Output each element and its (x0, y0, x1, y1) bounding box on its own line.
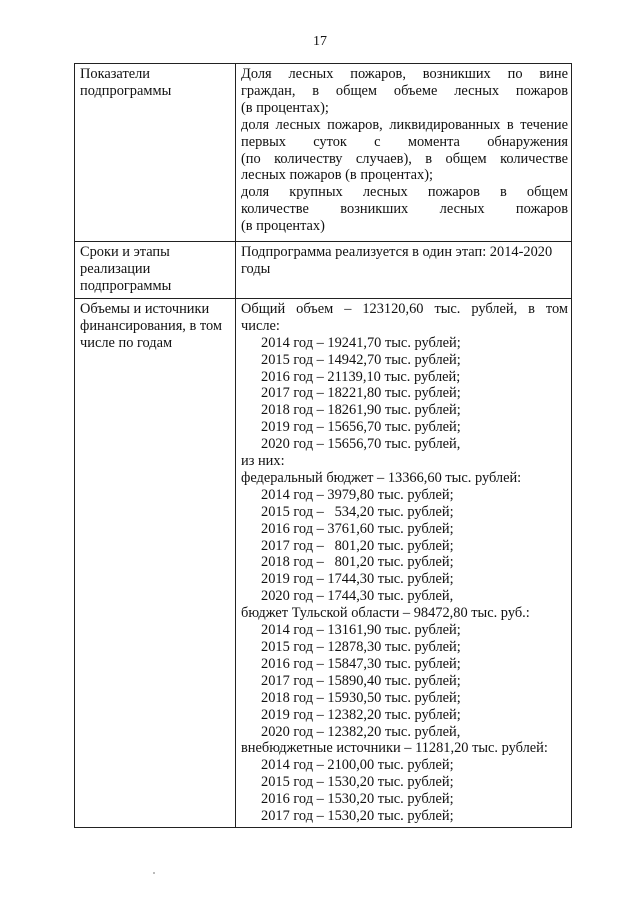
list-item: 2018 год – 15930,50 тыс. рублей; (261, 689, 461, 706)
list-item: 2015 год – 1530,20 тыс. рублей; (261, 774, 454, 791)
indicators-line: количестве возникших лесных пожаров (241, 201, 568, 218)
list-item: 2020 год – 15656,70 тыс. рублей, (261, 436, 461, 453)
table-row-stages (75, 242, 572, 299)
regional-years-list (241, 622, 568, 740)
list-item: 2014 год – 3979,80 тыс. рублей; (261, 486, 454, 503)
list-item: 2019 год – 12382,20 тыс. рублей; (261, 706, 461, 723)
list-item: 2020 год – 1744,30 тыс. рублей, (261, 588, 454, 605)
list-item: 2014 год – 13161,90 тыс. рублей; (261, 622, 461, 639)
indicators-line: граждан, в общем объеме лесных пожаров (241, 82, 568, 99)
indicators-line: (по количеству случаев), в общем количестве (241, 150, 568, 167)
list-item: 2016 год – 21139,10 тыс. рублей; (261, 368, 461, 385)
scan-dot (153, 872, 155, 874)
list-item: 2017 год – 801,20 тыс. рублей; (261, 537, 454, 554)
list-item: 2019 год – 15656,70 тыс. рублей; (261, 419, 461, 436)
regional-budget-header: бюджет Тульской области – 98472,80 тыс. руб.: (241, 605, 530, 622)
indicators-line: доля крупных лесных пожаров в общем (241, 184, 568, 201)
total-years-list (241, 335, 568, 453)
list-item: 2017 год – 1530,20 тыс. рублей; (261, 808, 454, 825)
list-item: 2015 год – 12878,30 тыс. рублей; (261, 639, 461, 655)
extrabudgetary-years-list (241, 757, 568, 825)
list-item: 2015 год – 534,20 тыс. рублей; (261, 503, 454, 520)
list-item: 2017 год – 15890,40 тыс. рублей; (261, 672, 461, 689)
list-item: 2014 год – 19241,70 тыс. рублей; (261, 334, 461, 351)
list-item: 2016 год – 3761,60 тыс. рублей; (261, 520, 454, 537)
page-number: 17 (313, 34, 327, 49)
financing-label: Объемы и источники финансирования, в том числе по годам (75, 298, 236, 827)
list-item: 2019 год – 1744,30 тыс. рублей; (261, 571, 454, 588)
indicators-line: первых суток с момента обнаружения (241, 133, 568, 150)
list-item: 2014 год – 2100,00 тыс. рублей; (261, 757, 454, 774)
list-item: 2018 год – 801,20 тыс. рублей; (261, 554, 454, 571)
list-item: 2016 год – 1530,20 тыс. рублей; (261, 791, 454, 808)
indicators-line: (в процентах); (241, 99, 329, 116)
indicators-line: доля лесных пожаров, ликвидированных в течение (241, 116, 568, 133)
table-row-indicators (75, 64, 572, 242)
list-item: 2020 год – 12382,20 тыс. рублей, (261, 723, 461, 740)
federal-budget-header: федеральный бюджет – 13366,60 тыс. рублей: (241, 469, 522, 486)
financing-total-line: Общий объем – 123120,60 тыс. рублей, в том (241, 300, 568, 317)
financing-total-line: числе: (241, 317, 280, 334)
indicators-line: лесных пожаров (в процентах); (241, 167, 434, 184)
indicators-label: Показатели подпрограммы (75, 64, 236, 242)
stages-label: Сроки и этапы реализации подпрограммы (75, 242, 236, 299)
of-them-label: из них: (241, 453, 285, 470)
indicators-line: Доля лесных пожаров, возникших по вине (241, 66, 568, 82)
extrabudgetary-header: внебюджетные источники – 11281,20 тыс. рублей: (241, 740, 548, 757)
table-row-financing (75, 298, 572, 827)
subprogram-passport-table (74, 63, 572, 828)
indicators-line: (в процентах) (241, 218, 325, 235)
list-item: 2017 год – 18221,80 тыс. рублей; (261, 385, 461, 402)
financing-value (236, 298, 572, 827)
list-item: 2016 год – 15847,30 тыс. рублей; (261, 655, 461, 672)
list-item: 2015 год – 14942,70 тыс. рублей; (261, 351, 461, 368)
indicators-value (236, 64, 572, 242)
stages-value: Подпрограмма реализуется в один этап: 2014-2020 годы (236, 242, 572, 299)
list-item: 2018 год – 18261,90 тыс. рублей; (261, 402, 461, 419)
federal-years-list (241, 487, 568, 605)
